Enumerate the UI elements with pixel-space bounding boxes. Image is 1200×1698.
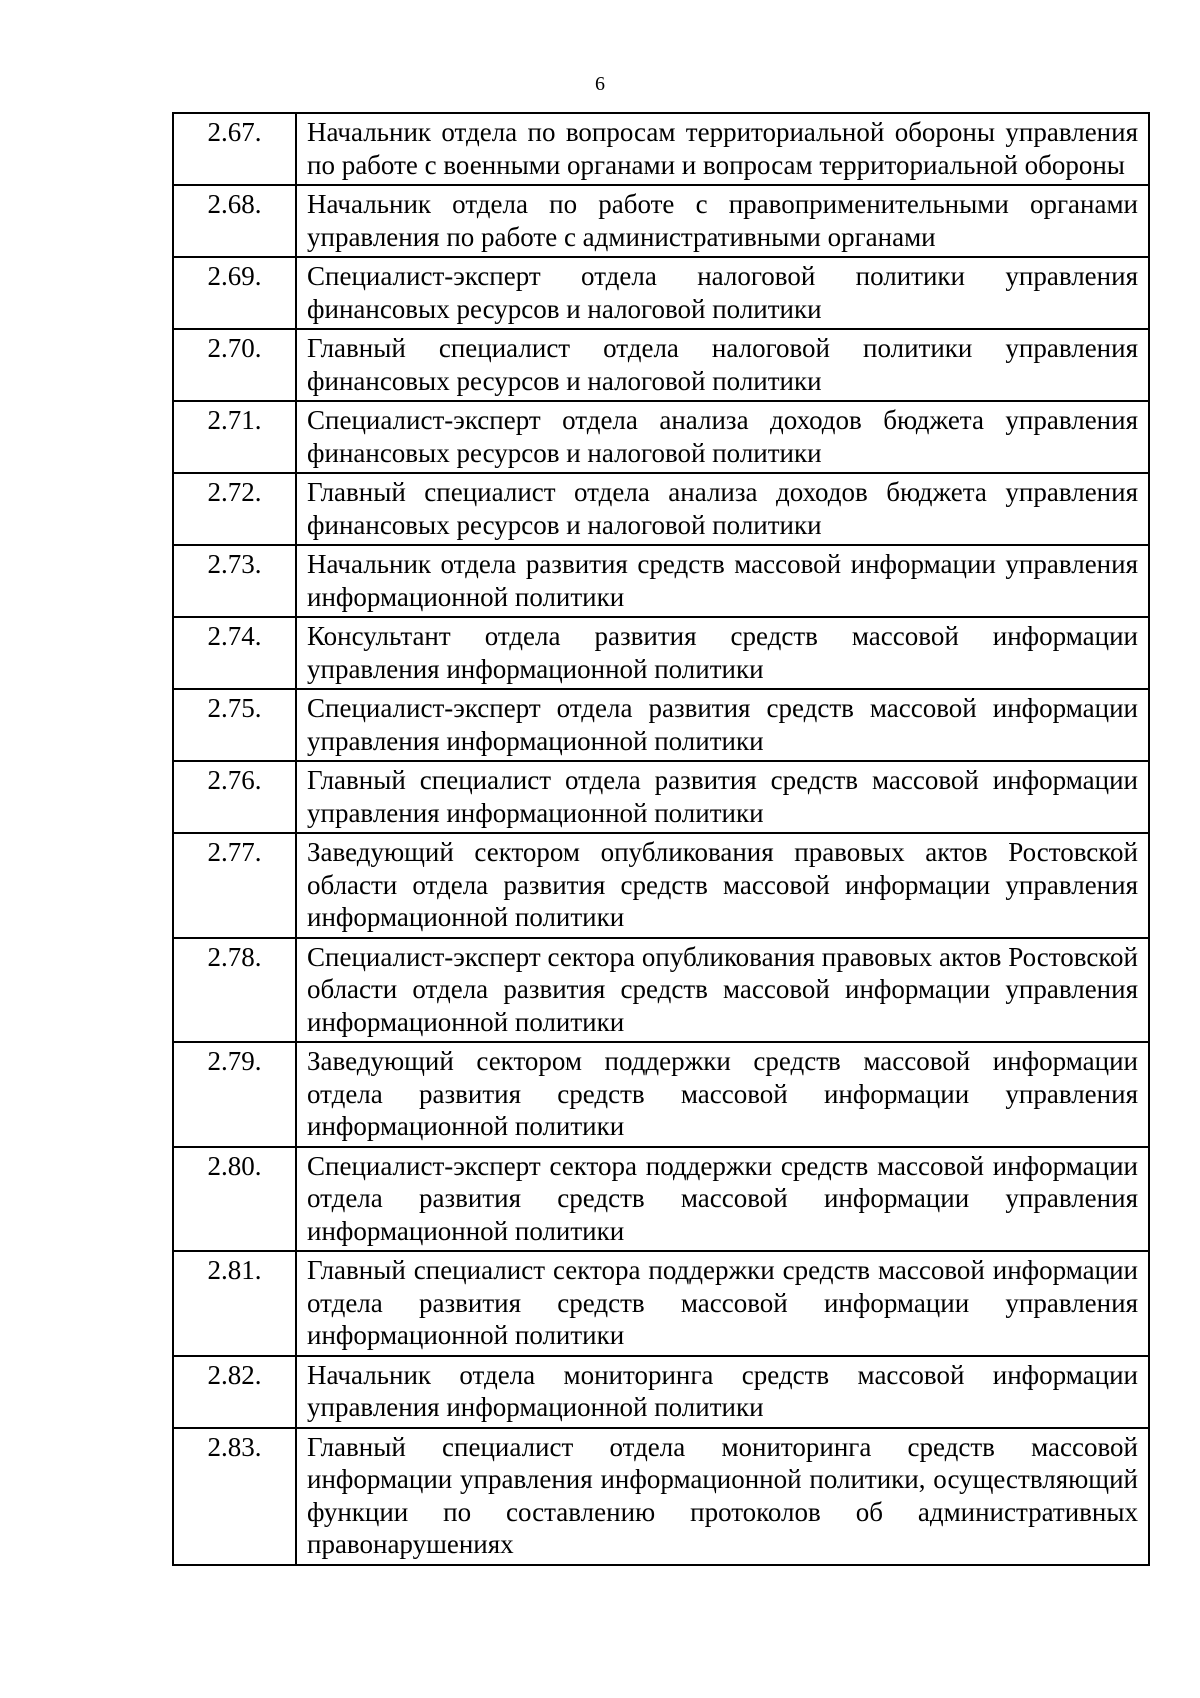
position-title: Консультант отдела развития средств массовой информации управления информационной политики [296,617,1149,689]
position-title: Специалист-эксперт отдела анализа доходов бюджета управления финансовых ресурсов и налоговой политики [296,401,1149,473]
position-title: Специалист-эксперт сектора опубликования правовых актов Ростовской области отдела развития средств массовой информации управления информационной политики [296,938,1149,1043]
positions-table-body [173,113,1149,1565]
table-row [173,185,1149,257]
row-number: 2.70. [173,329,296,401]
table-row [173,257,1149,329]
row-number: 2.80. [173,1147,296,1252]
position-title: Главный специалист сектора поддержки средств массовой информации отдела развития средств массовой информации управления информационной политики [296,1251,1149,1356]
row-number: 2.83. [173,1428,296,1565]
position-title: Специалист-эксперт отдела развития средств массовой информации управления информационной политики [296,689,1149,761]
row-number: 2.81. [173,1251,296,1356]
row-number: 2.75. [173,689,296,761]
position-title: Главный специалист отдела налоговой политики управления финансовых ресурсов и налоговой политики [296,329,1149,401]
table-row [173,473,1149,545]
position-title: Специалист-эксперт отдела налоговой политики управления финансовых ресурсов и налоговой политики [296,257,1149,329]
row-number: 2.76. [173,761,296,833]
row-number: 2.72. [173,473,296,545]
table-row [173,329,1149,401]
page-number: 6 [595,73,605,95]
table-row [173,401,1149,473]
row-number: 2.74. [173,617,296,689]
table-row [173,761,1149,833]
position-title: Начальник отдела развития средств массовой информации управления информационной политики [296,545,1149,617]
position-title: Главный специалист отдела мониторинга средств массовой информации управления информационной политики, осуществляющий функции по составлению протоколов об административных правонарушениях [296,1428,1149,1565]
row-number: 2.73. [173,545,296,617]
position-title: Заведующий сектором опубликования правовых актов Ростовской области отдела развития средств массовой информации управления информационной политики [296,833,1149,938]
position-title: Начальник отдела по работе с правоприменительными органами управления по работе с административными органами [296,185,1149,257]
row-number: 2.78. [173,938,296,1043]
table-row [173,617,1149,689]
table-row [173,938,1149,1043]
row-number: 2.77. [173,833,296,938]
table-row [173,689,1149,761]
position-title: Главный специалист отдела развития средств массовой информации управления информационной политики [296,761,1149,833]
row-number: 2.69. [173,257,296,329]
positions-table [172,112,1150,1566]
table-row [173,113,1149,185]
position-title: Заведующий сектором поддержки средств массовой информации отдела развития средств массовой информации управления информационной политики [296,1042,1149,1147]
table-row [173,1356,1149,1428]
table-row [173,833,1149,938]
row-number: 2.79. [173,1042,296,1147]
table-row [173,545,1149,617]
table-row [173,1251,1149,1356]
row-number: 2.71. [173,401,296,473]
row-number: 2.68. [173,185,296,257]
row-number: 2.67. [173,113,296,185]
table-row [173,1042,1149,1147]
position-title: Начальник отдела по вопросам территориальной обороны управления по работе с военными органами и вопросам территориальной обороны [296,113,1149,185]
row-number: 2.82. [173,1356,296,1428]
position-title: Специалист-эксперт сектора поддержки средств массовой информации отдела развития средств массовой информации управления информационной политики [296,1147,1149,1252]
position-title: Главный специалист отдела анализа доходов бюджета управления финансовых ресурсов и налоговой политики [296,473,1149,545]
table-row [173,1147,1149,1252]
table-row [173,1428,1149,1565]
position-title: Начальник отдела мониторинга средств массовой информации управления информационной политики [296,1356,1149,1428]
